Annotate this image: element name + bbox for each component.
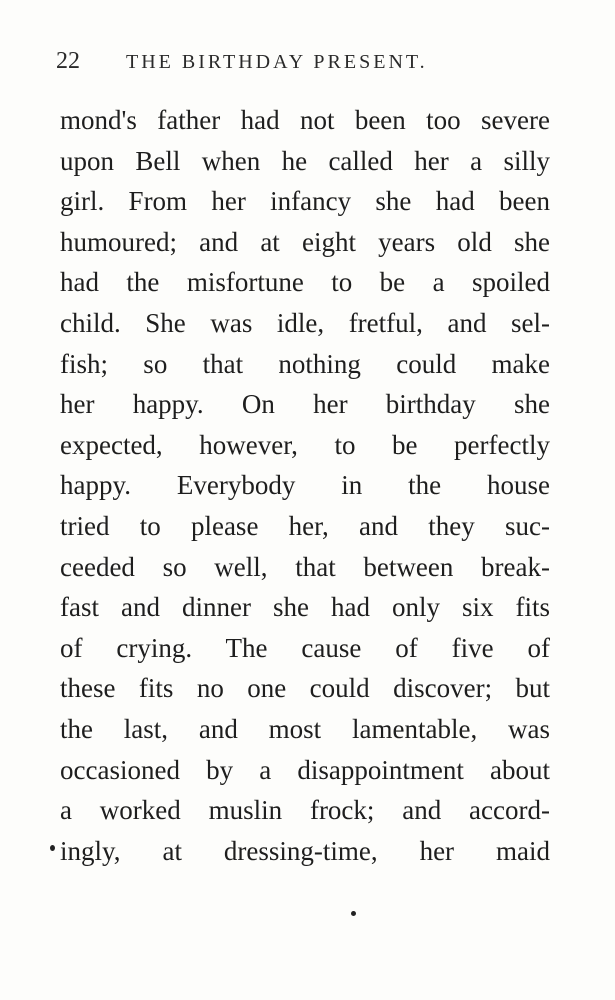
text-line: mond's father had not been too severe (60, 105, 550, 135)
ink-speck (351, 911, 356, 916)
text-line: her happy. On her birthday she (60, 389, 550, 420)
text-line: the last, and most lamentable, was (60, 713, 550, 744)
text-line: occasioned by a disappointment about (60, 754, 550, 785)
text-line: happy. Everybody in the house (60, 470, 550, 501)
page-number: 22 (56, 48, 80, 74)
text-line: ingly, at dressing-time, her maid (60, 835, 550, 866)
text-line: expected, however, to be perfectly (60, 429, 550, 460)
text-line: girl. From her infancy she had been (60, 186, 550, 217)
text-line: fish; so that nothing could make (60, 348, 550, 379)
text-line: child. She was idle, fretful, and sel- (60, 307, 550, 338)
text-line: had the misfortune to be a spoiled (60, 267, 550, 298)
text-line: a worked muslin frock; and accord- (60, 795, 550, 826)
text-line: upon Bell when he called her a silly (60, 145, 550, 176)
text-line: ceeded so well, that between break- (60, 551, 550, 582)
text-line: these fits no one could discover; but (60, 673, 550, 704)
text-line: tried to please her, and they suc- (60, 510, 550, 541)
text-line: of crying. The cause of five of (60, 632, 550, 663)
text-line: fast and dinner she had only six fits (60, 592, 550, 623)
ink-speck (50, 845, 55, 851)
running-head (56, 48, 556, 78)
book-title: THE BIRTHDAY PRESENT. (126, 51, 428, 73)
body-text (60, 100, 550, 871)
text-line: humoured; and at eight years old she (60, 226, 550, 257)
